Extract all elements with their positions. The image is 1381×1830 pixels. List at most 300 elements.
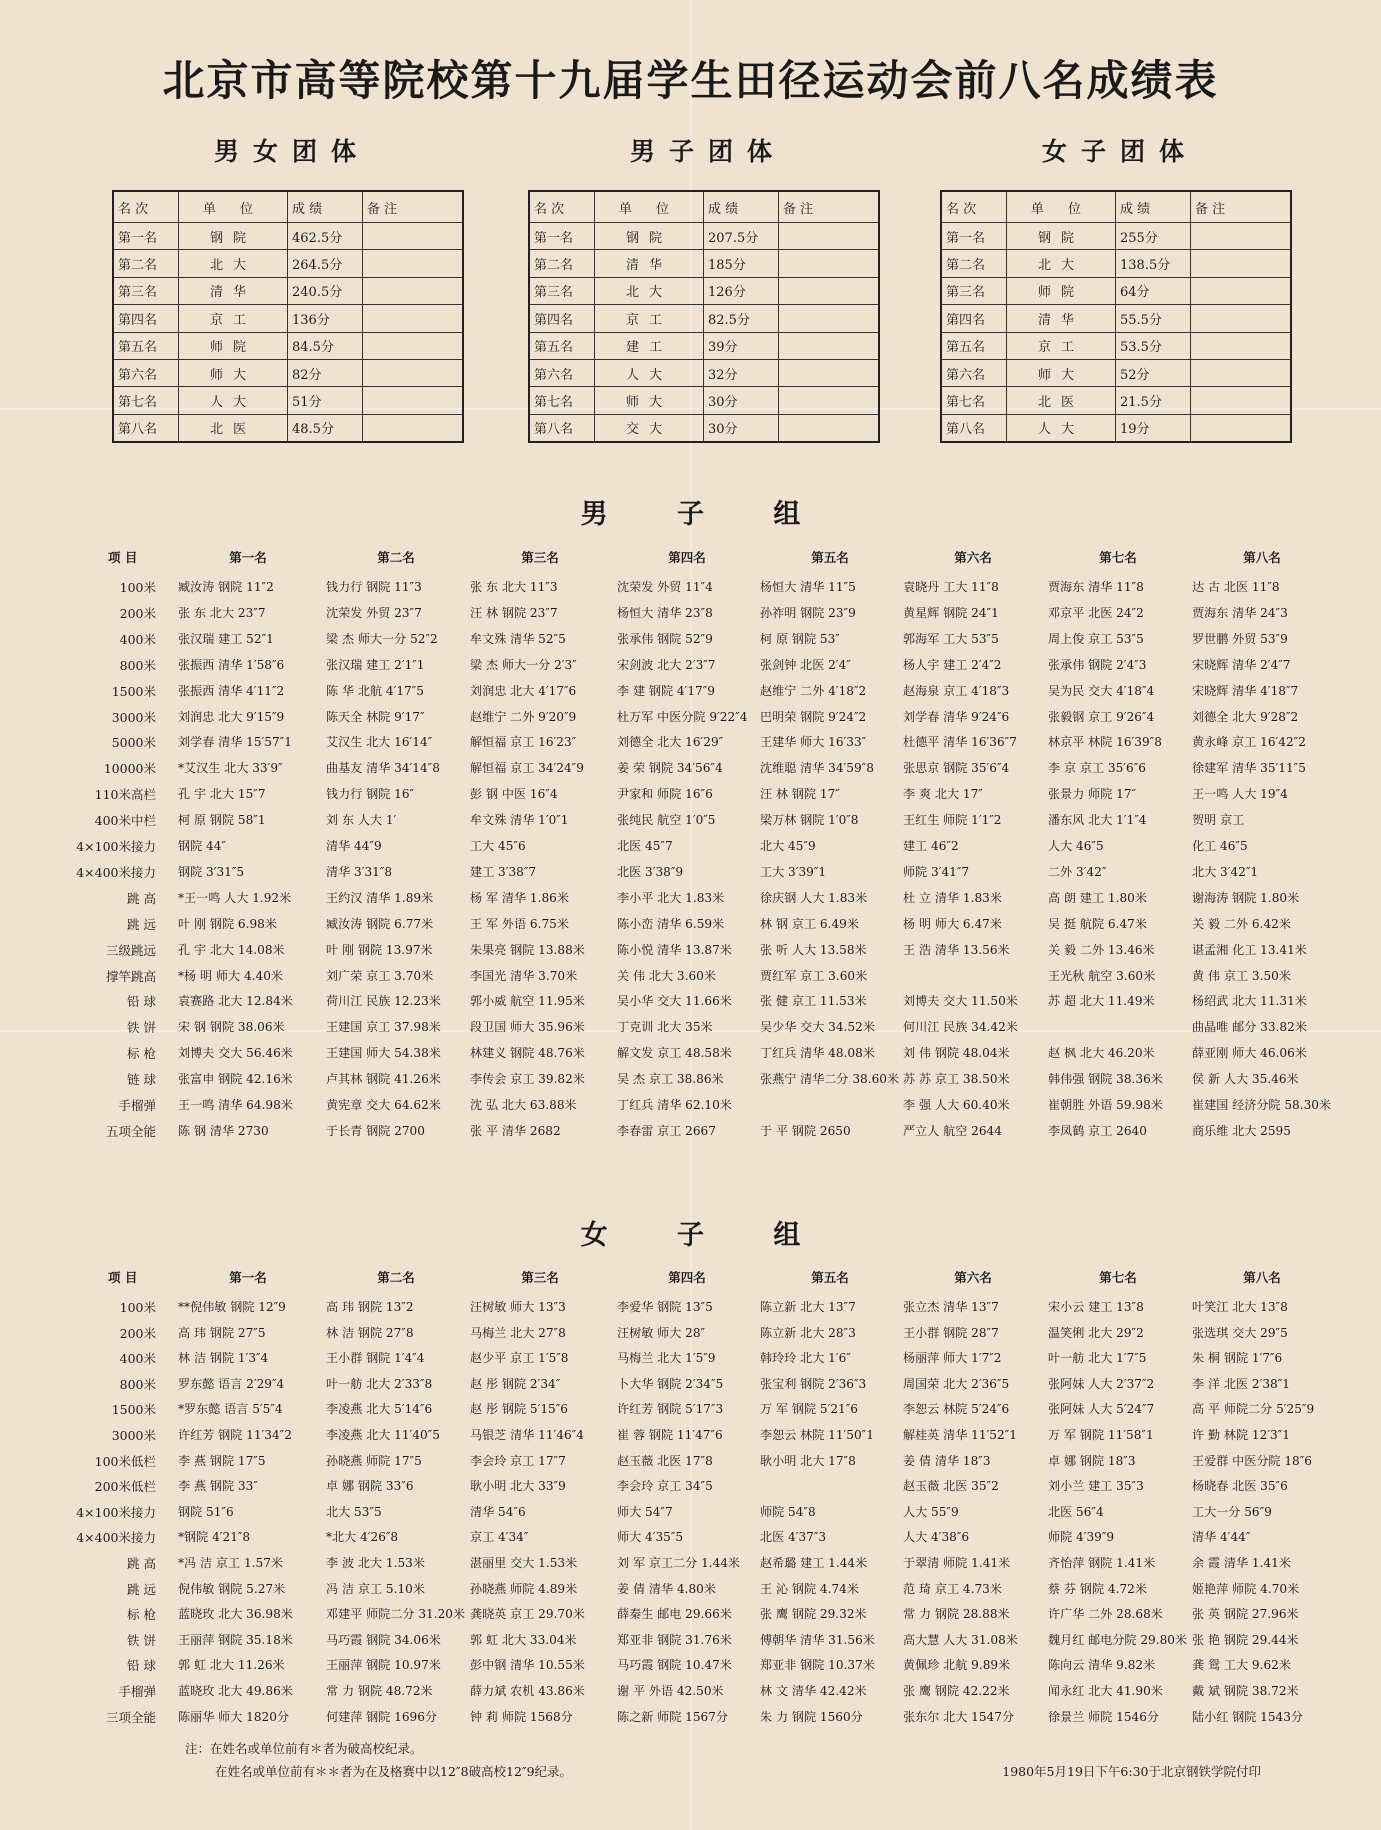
event-name: 4×100米接力: [76, 1504, 156, 1520]
result-cell: 林 洁 钢院 1′3″4: [178, 1351, 269, 1366]
result-cell: 卜大华 钢院 2′34″5: [617, 1376, 724, 1391]
team-table-cell: 30分: [704, 387, 779, 414]
result-cell: 倪伟敏 钢院 5.27米: [178, 1581, 286, 1596]
table-row: [0, 1656, 1381, 1681]
team-table-cell: 第五名: [113, 332, 179, 359]
event-name: 三级跳远: [105, 942, 156, 958]
result-cell: 北医 4′37″3: [760, 1530, 827, 1545]
result-cell: 姬艳萍 师院 4.70米: [1192, 1581, 1300, 1596]
team-table-cell: 北大: [1007, 250, 1116, 277]
team-table-cell: 82分: [288, 359, 363, 386]
result-cell: 张景力 师院 17″: [1048, 787, 1137, 802]
team-table-cell: [779, 359, 880, 386]
result-cell: 薛亚刚 师大 46.06米: [1192, 1046, 1307, 1061]
team-table-cell: 钢院: [595, 223, 704, 250]
result-cell: 张选琪 交大 29″5: [1192, 1325, 1288, 1340]
result-cell: 张汉瑞 建工 2′1″1: [326, 657, 425, 672]
event-name: 200米: [119, 605, 156, 621]
result-cell: 关 伟 北大 3.60米: [617, 968, 716, 983]
team-table-cell: 240.5分: [288, 277, 363, 304]
team-table-cell: 钢院: [179, 223, 288, 250]
team-table-cell: [779, 305, 880, 332]
table-row: [529, 250, 879, 277]
result-cell: 建工 3′38″7: [470, 864, 537, 879]
event-name: 200米低栏: [94, 1479, 156, 1495]
women-section-heading: 女 子 组: [580, 1220, 801, 1251]
result-cell: 清华 4′44″: [1192, 1530, 1251, 1545]
result-cell: 许广华 二外 28.68米: [1048, 1607, 1163, 1622]
team-table-column-header: 名 次: [529, 191, 595, 223]
result-cell: 郭小威 航空 11.95米: [470, 994, 585, 1009]
result-cell: *钢院 4′21″8: [178, 1530, 251, 1545]
result-cell: 贾红军 京工 3.60米: [760, 968, 868, 983]
result-cell: 许 勤 林院 12′3″1: [1192, 1428, 1290, 1442]
result-cell: 宋晓辉 清华 4′18″7: [1192, 683, 1299, 698]
result-cell: 李 洋 北医 2′38″1: [1192, 1376, 1290, 1391]
table-row: [0, 1580, 1381, 1605]
footnote-record: 注：在姓名或单位前有＊者为破高校纪录。: [185, 1741, 423, 1756]
result-cell: 张振西 清华 4′11″2: [178, 683, 285, 698]
footnote-qualifying-record: 在姓名或单位前有＊＊者为在及格赛中以12″8破高校12″9纪录。: [215, 1764, 573, 1779]
team-table-cell: 第三名: [941, 277, 1007, 304]
result-cell: 杨恒大 清华 23″8: [617, 605, 713, 620]
table-row: [0, 1682, 1381, 1707]
team-table-cell: 55.5分: [1116, 305, 1191, 332]
result-cell: 杨人宇 建工 2′4″2: [903, 657, 1002, 672]
result-cell: 李 波 北大 1.53米: [326, 1556, 425, 1570]
team-table-cell: 北医: [179, 414, 288, 442]
result-cell: 卢其林 钢院 41.26米: [326, 1072, 441, 1087]
result-cell: 钢院 44″: [178, 839, 226, 853]
team-table-cell: 84.5分: [288, 332, 363, 359]
event-name: 400米: [119, 1351, 156, 1367]
team-table-column-header: 成 绩: [704, 191, 779, 223]
table-row: [113, 277, 463, 304]
result-cell: 苏 超 北大 11.49米: [1048, 994, 1155, 1009]
result-cell: 彭中钢 清华 10.55米: [470, 1658, 585, 1673]
result-cell: 赵 彤 钢院 2′34″: [470, 1376, 561, 1391]
table-row: [529, 277, 879, 304]
team-table-cell: 第一名: [941, 223, 1007, 250]
result-cell: 杨丽萍 师大 1′7″2: [903, 1351, 1002, 1366]
result-cell: 严立人 航空 2644: [903, 1123, 1002, 1138]
result-cell: 刘广荣 京工 3.70米: [326, 968, 434, 983]
table-row: [0, 915, 1381, 940]
team-table-cell: 北医: [1007, 387, 1116, 414]
result-cell: 北大 45″9: [760, 839, 816, 853]
result-cell: 王红生 师院 1′1″2: [903, 813, 1002, 828]
event-name: 铁 饼: [127, 1632, 156, 1648]
result-cell: 薛秦生 邮电 29.66米: [617, 1607, 732, 1622]
team-table-cell: 第二名: [941, 250, 1007, 277]
result-cell: 刘学春 清华 9′24″6: [903, 709, 1010, 724]
result-cell: 王光秋 航空 3.60米: [1048, 968, 1156, 983]
result-cell: 张振西 清华 1′58″6: [178, 657, 285, 672]
team-table-cell: 清华: [179, 277, 288, 304]
result-cell: 林 钢 京工 6.49米: [760, 916, 859, 931]
table-row: [0, 941, 1381, 966]
print-info: 1980年5月19日下午6:30于北京钢铁学院付印: [1002, 1764, 1261, 1779]
team-table-cell: 清华: [595, 250, 704, 277]
event-name: 4×400米接力: [76, 1530, 156, 1546]
team-block-1: [528, 132, 888, 443]
result-cell: 王小群 钢院 1′4″4: [326, 1351, 425, 1366]
result-cell: 李传会 京工 39.82米: [470, 1072, 585, 1087]
team-table-cell: 32分: [704, 359, 779, 386]
result-cell: 叶 刚 钢院 6.98米: [178, 916, 277, 931]
team-table-column-header: 备 注: [363, 191, 464, 223]
result-cell: 高 朗 建工 1.80米: [1048, 890, 1147, 905]
team-table-cell: [363, 277, 464, 304]
table-row: [0, 682, 1381, 707]
team-block-0: [112, 132, 472, 443]
team-table-cell: 207.5分: [704, 223, 779, 250]
result-cell: 张 听 人大 13.58米: [760, 942, 867, 957]
results-header-row: [0, 548, 1381, 573]
team-table-cell: 64分: [1116, 277, 1191, 304]
result-cell: 王建华 师大 16′33″: [760, 735, 867, 750]
result-cell: 李 爽 北大 17″: [903, 787, 983, 802]
result-cell: 王 军 外语 6.75米: [470, 916, 569, 931]
result-cell: 谢 平 外语 42.50米: [617, 1684, 724, 1698]
result-cell: 钢院 51″6: [178, 1504, 234, 1519]
result-cell: 关 毅 二外 6.42米: [1192, 916, 1291, 931]
result-cell: 牟文殊 清华 1′0″1: [470, 813, 569, 828]
result-cell: 张 鹰 钢院 29.32米: [760, 1607, 867, 1622]
result-cell: 赵维宁 二外 4′18″2: [760, 683, 867, 698]
result-cell: 李国光 清华 3.70米: [470, 968, 578, 983]
event-name: 3000米: [111, 709, 156, 725]
result-cell: 汪 林 钢院 17″: [760, 787, 840, 802]
team-table: [528, 190, 880, 443]
result-cell: 贺明 京工: [1192, 813, 1245, 828]
table-row: [941, 414, 1291, 442]
team-table-cell: 京工: [595, 305, 704, 332]
table-row: [113, 359, 463, 386]
result-cell: 薛力斌 农机 43.86米: [470, 1684, 585, 1698]
results-column-header: 第八名: [1243, 550, 1281, 565]
result-cell: 臧汝涛 钢院 11″2: [178, 580, 274, 594]
team-table-cell: [363, 414, 464, 442]
result-cell: 宋小云 建工 13″8: [1048, 1300, 1144, 1314]
result-cell: 郑亚非 钢院 10.37米: [760, 1658, 875, 1673]
result-cell: 张 东 北大 11″3: [470, 580, 558, 594]
table-row: [941, 359, 1291, 386]
table-row: [113, 250, 463, 277]
result-cell: 汪树敏 师大 13″3: [470, 1300, 566, 1314]
table-row: [941, 387, 1291, 414]
result-cell: 柯 原 钢院 53″: [760, 631, 840, 646]
result-cell: 叶 刚 钢院 13.97米: [326, 942, 433, 957]
team-table-cell: 第八名: [941, 414, 1007, 442]
event-name: 3000米: [111, 1428, 156, 1443]
team-table-cell: 北大: [179, 250, 288, 277]
result-cell: 侯 新 人大 35.46米: [1192, 1072, 1299, 1087]
result-cell: 王 沁 钢院 4.74米: [760, 1581, 859, 1596]
result-cell: 二外 3′42″: [1048, 864, 1107, 879]
result-cell: 何川江 民族 34.42米: [903, 1020, 1018, 1035]
team-table: [940, 190, 1292, 443]
result-cell: 师院 54″8: [760, 1504, 816, 1519]
result-cell: 姜 倩 清华 4.80米: [617, 1581, 716, 1596]
results-header-row: [0, 1268, 1381, 1293]
result-cell: 贾海东 清华 11″8: [1048, 580, 1144, 594]
team-table-cell: 第六名: [941, 359, 1007, 386]
team-table-cell: [779, 332, 880, 359]
team-heading: 男女团体: [213, 137, 370, 166]
event-name: 100米低栏: [94, 1453, 156, 1469]
result-cell: 张纯民 航空 1′0″5: [617, 813, 716, 828]
result-cell: 陈 钢 清华 2730: [178, 1123, 269, 1138]
result-cell: 达 古 北医 11″8: [1192, 580, 1280, 594]
team-table-cell: 第一名: [113, 223, 179, 250]
result-cell: 崔建国 经济分院 58.30米: [1192, 1098, 1332, 1112]
result-cell: 杨晓春 北医 35″6: [1192, 1479, 1288, 1494]
team-table-cell: 第三名: [529, 277, 595, 304]
result-cell: 李 京 京工 35′6″6: [1048, 761, 1146, 776]
team-table-cell: [779, 387, 880, 414]
result-cell: 杨 军 清华 1.86米: [470, 890, 569, 905]
result-cell: 北大 53″5: [326, 1504, 382, 1519]
result-cell: 黄佩珍 北航 9.89米: [903, 1658, 1011, 1673]
table-row: [0, 1477, 1381, 1502]
result-cell: 陈立新 北大 13″7: [760, 1300, 856, 1314]
result-cell: 邓京平 北医 24″2: [1048, 605, 1144, 620]
result-cell: 黄 伟 京工 3.50米: [1192, 968, 1291, 983]
table-row: [0, 811, 1381, 836]
result-cell: 余 霞 清华 1.41米: [1192, 1556, 1291, 1570]
team-table-cell: 第七名: [529, 387, 595, 414]
team-table-cell: 人大: [179, 387, 288, 414]
team-table-cell: [363, 223, 464, 250]
table-row: [0, 1400, 1381, 1425]
result-cell: 蓝晓玫 北大 49.86米: [178, 1684, 293, 1698]
event-name: 110米高栏: [94, 787, 156, 803]
result-cell: 赵玉薇 北医 17″8: [617, 1453, 713, 1468]
table-row: [113, 305, 463, 332]
table-row: [529, 414, 879, 442]
men-section-heading: 男 子 组: [580, 499, 801, 530]
result-cell: 戴 斌 钢院 38.72米: [1192, 1684, 1299, 1698]
team-heading: 女子团体: [1041, 137, 1198, 166]
result-cell: 张毅钢 京工 9′26″4: [1048, 709, 1155, 724]
table-row: [0, 1375, 1381, 1400]
result-cell: 林京平 林院 16′39″8: [1048, 735, 1162, 750]
result-cell: 解桂英 清华 11′52″1: [903, 1428, 1017, 1442]
result-cell: 龚晓英 京工 29.70米: [470, 1607, 585, 1622]
team-table-cell: 第六名: [113, 359, 179, 386]
result-cell: 郭海军 工大 53″5: [903, 631, 999, 646]
results-column-header: 第八名: [1243, 1270, 1281, 1285]
table-row: [113, 223, 463, 250]
result-cell: 北大 3′42″1: [1192, 864, 1259, 879]
team-table-cell: 138.5分: [1116, 250, 1191, 277]
results-column-header: 第三名: [521, 1270, 559, 1285]
result-cell: 潘东风 北大 1′1″4: [1048, 813, 1147, 828]
result-cell: 刘 军 京工二分 1.44米: [617, 1556, 741, 1570]
result-cell: 丁红兵 清华 62.10米: [617, 1098, 732, 1112]
result-cell: 陈立新 北大 28″3: [760, 1325, 856, 1340]
result-cell: 王爱群 中医分院 18″6: [1192, 1453, 1312, 1468]
team-table-cell: 第八名: [113, 414, 179, 442]
result-cell: 高大慧 人大 31.08米: [903, 1632, 1018, 1647]
table-row: [529, 305, 879, 332]
result-cell: 林 文 清华 42.42米: [760, 1684, 867, 1698]
team-table-cell: [779, 414, 880, 442]
result-cell: 叶一舫 北大 1′7″5: [1048, 1351, 1147, 1366]
result-cell: 李会玲 京工 34″5: [617, 1479, 713, 1494]
result-cell: 李 燕 钢院 33″: [178, 1479, 258, 1494]
table-row: [0, 578, 1381, 603]
result-cell: 王建国 师大 54.38米: [326, 1046, 441, 1061]
results-column-header: 项 目: [108, 550, 138, 565]
result-cell: 工大一分 56″9: [1192, 1504, 1272, 1519]
result-cell: 高 平 师院二分 5′25″9: [1192, 1402, 1315, 1417]
result-cell: 赵希璐 建工 1.44米: [760, 1556, 868, 1570]
result-cell: 刘博夫 交大 11.50米: [903, 994, 1018, 1009]
result-cell: 张东尔 北大 1547分: [903, 1709, 1015, 1724]
result-cell: 姜 倩 清华 18″3: [903, 1453, 991, 1468]
result-cell: 汪 林 钢院 23″7: [470, 605, 558, 620]
result-cell: 高 玮 钢院 13″2: [326, 1300, 414, 1314]
table-row: [941, 250, 1291, 277]
table-row: [941, 277, 1291, 304]
team-table-cell: 264.5分: [288, 250, 363, 277]
table-row: [0, 863, 1381, 888]
result-cell: 钟 莉 师院 1568分: [470, 1709, 573, 1724]
result-cell: 张 平 清华 2682: [470, 1123, 561, 1138]
result-cell: 范 琦 京工 4.73米: [903, 1581, 1002, 1596]
event-name: 手榴弹: [118, 1098, 156, 1113]
event-name: 800米: [119, 657, 156, 673]
results-column-header: 第五名: [811, 1270, 849, 1285]
result-cell: 张 东 北大 23″7: [178, 605, 266, 620]
result-cell: 师院 3′41″7: [903, 864, 970, 879]
team-table-cell: 126分: [704, 277, 779, 304]
result-cell: 梁 杰 师大一分 52″2: [326, 631, 438, 646]
result-cell: 孔 宇 北大 15″7: [178, 787, 266, 802]
result-cell: 李 燕 钢院 17″5: [178, 1453, 266, 1468]
table-row: [0, 992, 1381, 1017]
result-cell: 钱力行 钢院 16″: [326, 787, 415, 802]
result-cell: 陈小悦 清华 13.87米: [617, 942, 732, 957]
result-cell: 张 艳 钢院 29.44米: [1192, 1632, 1299, 1647]
results-column-header: 第七名: [1099, 550, 1137, 565]
result-cell: 张燕宁 清华二分 38.60米: [760, 1072, 900, 1087]
result-cell: 陈 华 北航 4′17″5: [326, 683, 424, 698]
result-cell: 黄星辉 钢院 24″1: [903, 605, 999, 620]
result-cell: 北医 3′38″9: [617, 864, 684, 879]
team-table-cell: [779, 223, 880, 250]
result-cell: 周上俊 京工 53″5: [1048, 631, 1144, 646]
result-cell: 李恕云 林院 5′24″6: [903, 1402, 1010, 1417]
table-row: [941, 305, 1291, 332]
team-table-cell: 第六名: [529, 359, 595, 386]
result-cell: 王小群 钢院 28″7: [903, 1325, 999, 1340]
team-table-cell: 30分: [704, 414, 779, 442]
team-table-cell: 第七名: [113, 387, 179, 414]
result-cell: 叶笑江 北大 13″8: [1192, 1300, 1288, 1314]
result-cell: *艾汉生 北大 33′9″: [178, 761, 283, 776]
result-cell: 牟文殊 清华 52″5: [470, 631, 566, 646]
team-table-column-header: 单 位: [1007, 191, 1116, 223]
team-table-column-header: 名 次: [941, 191, 1007, 223]
result-cell: 刘 伟 钢院 48.04米: [903, 1046, 1010, 1061]
result-cell: 常 力 钢院 48.72米: [326, 1684, 433, 1698]
result-cell: 荷川江 民族 12.23米: [326, 994, 441, 1009]
result-cell: 马银芝 清华 11′46″4: [470, 1428, 584, 1442]
result-cell: 张汉瑞 建工 52″1: [178, 631, 274, 646]
table-row: [0, 1503, 1381, 1528]
result-cell: 师院 4′39″9: [1048, 1530, 1115, 1545]
result-cell: 万 军 钢院 11′58″1: [1048, 1428, 1154, 1442]
result-cell: 赵玉薇 北医 35″2: [903, 1479, 999, 1494]
result-cell: 万 军 钢院 5′21″6: [760, 1402, 858, 1417]
results-column-header: 第三名: [521, 550, 559, 565]
result-cell: 耿小明 北大 17″8: [760, 1453, 856, 1468]
event-name: 1500米: [111, 683, 156, 699]
result-cell: 李凌燕 北大 5′14″6: [326, 1402, 433, 1417]
result-cell: 赵维宁 二外 9′20″9: [470, 709, 577, 724]
event-name: 三项全能: [105, 1709, 156, 1725]
team-table-column-header: 成 绩: [288, 191, 363, 223]
table-row: [0, 1631, 1381, 1656]
result-cell: 化工 46″5: [1192, 839, 1248, 853]
result-cell: 许红芳 钢院 5′17″3: [617, 1402, 724, 1417]
result-cell: 杨 明 师大 6.47米: [903, 916, 1002, 931]
event-name: 400米: [119, 631, 156, 647]
result-cell: 沈荣发 外贸 23″7: [326, 605, 422, 620]
team-table-cell: [1191, 359, 1292, 386]
table-row: [0, 1554, 1381, 1579]
result-cell: 马梅兰 北大 27″8: [470, 1325, 566, 1340]
team-table-cell: 53.5分: [1116, 332, 1191, 359]
team-table-cell: [363, 332, 464, 359]
team-table-column-header: 单 位: [179, 191, 288, 223]
result-cell: 朱果亮 钢院 13.88米: [470, 942, 585, 957]
result-cell: 林 洁 钢院 27″8: [326, 1325, 414, 1340]
team-table-cell: 京工: [179, 305, 288, 332]
result-cell: 陈小峦 清华 6.59米: [617, 916, 725, 931]
result-cell: 张承伟 钢院 2′4″3: [1048, 657, 1147, 672]
team-table-cell: 人大: [1007, 414, 1116, 442]
result-cell: 刘博夫 交大 56.46米: [178, 1046, 293, 1061]
result-cell: 徐庆钢 人大 1.83米: [760, 890, 868, 905]
results-column-header: 第一名: [229, 1270, 267, 1285]
table-row: [0, 1528, 1381, 1553]
event-name: 跳 高: [127, 890, 156, 906]
team-block-2: [940, 132, 1300, 443]
team-table-cell: 第二名: [529, 250, 595, 277]
result-cell: 许红芳 钢院 11′34″2: [178, 1428, 292, 1442]
result-cell: 清华 44″9: [326, 839, 382, 853]
result-cell: 马巧霞 钢院 34.06米: [326, 1632, 441, 1647]
table-row: [0, 1096, 1381, 1121]
result-cell: 苏 苏 京工 38.50米: [903, 1072, 1010, 1087]
team-table-column-header: 单 位: [595, 191, 704, 223]
result-cell: 何建萍 钢院 1696分: [326, 1709, 438, 1724]
team-table-cell: 82.5分: [704, 305, 779, 332]
event-name: 标 枪: [127, 1607, 156, 1623]
result-cell: 钢院 3′31″5: [178, 864, 245, 879]
result-cell: 王 浩 清华 13.56米: [903, 942, 1010, 957]
event-name: 10000米: [103, 761, 156, 777]
team-table-cell: 京工: [1007, 332, 1116, 359]
result-cell: 人大 46″5: [1048, 839, 1104, 853]
team-table-cell: 钢院: [1007, 223, 1116, 250]
team-table-cell: 师大: [595, 387, 704, 414]
event-name: 跳 远: [127, 916, 156, 932]
